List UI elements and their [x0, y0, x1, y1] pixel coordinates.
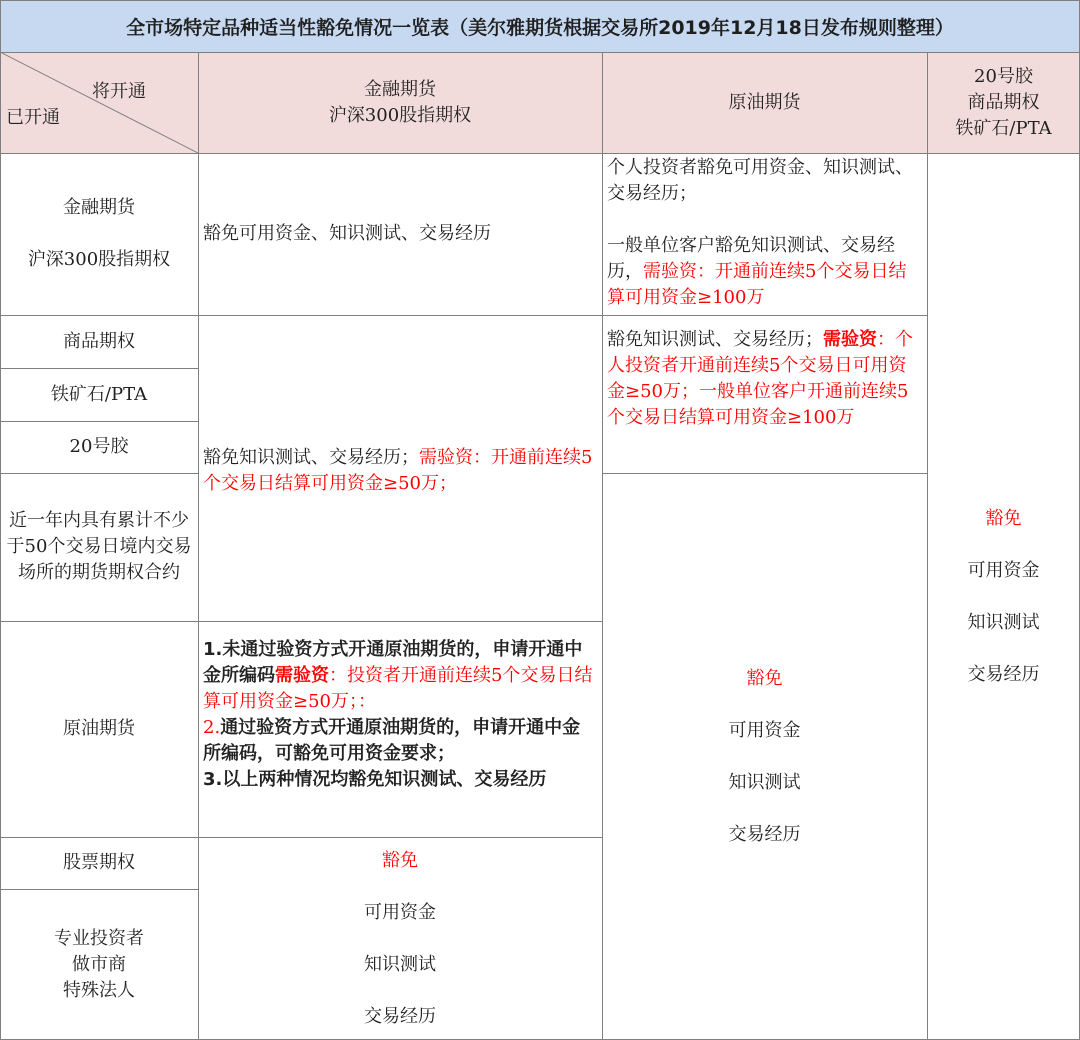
- grid-line: [0, 837, 602, 838]
- grid-line: [0, 621, 602, 622]
- cell-text: 豁免知识测试、交易经历；: [203, 447, 419, 468]
- exempt-item: 可用资金: [364, 901, 436, 923]
- row-label-rubber: 20号胶: [69, 436, 129, 457]
- exempt-item: 知识测试: [967, 611, 1040, 633]
- column-header-crude: [602, 52, 927, 153]
- cell-text: 通过验资方式开通原油期货的，申请开通中金所编码，可豁免可用资金要求；: [203, 717, 581, 764]
- cell-paragraph: 个人投资者豁免可用资金、知识测试、交易经历；: [607, 157, 913, 204]
- row-label-line: 特殊法人: [63, 979, 135, 1001]
- cell-commodity-to-financial: [198, 315, 602, 621]
- exempt-item: 交易经历: [728, 823, 801, 845]
- cell-highlight-text: ：个人投资者开通前连续5个交易日可用资金≥50万；一般单位客户开通前连续5个交易日结算可用资金≥100万: [607, 329, 913, 428]
- exempt-label: 豁免: [985, 507, 1022, 529]
- exempt-label: 豁免: [746, 667, 783, 689]
- cell-financial-to-crude: [602, 153, 927, 315]
- grid-line: [927, 52, 928, 1040]
- row-label-text: 近一年内具有累计不少于50个交易日境内交易场所的期货期权合约: [6, 510, 192, 583]
- exempt-item: 知识测试: [364, 953, 436, 975]
- cell-commodity-exempt: [927, 153, 1080, 1040]
- cell-paragraph: [607, 327, 923, 431]
- row-label-financial: [0, 153, 198, 315]
- row-label-commodity-options: 商品期权: [63, 330, 135, 352]
- grid-line: [198, 52, 199, 1040]
- exempt-item: 交易经历: [364, 1005, 436, 1027]
- corner-top-label: 将开通: [92, 81, 146, 102]
- grid-line: [0, 421, 198, 422]
- cell-paragraph: [607, 233, 923, 311]
- cell-highlight-text: 需验资: [823, 329, 877, 350]
- grid-line: [0, 368, 198, 369]
- row-label-stock-options: 股票期权: [63, 852, 135, 873]
- corner-header: [0, 52, 198, 153]
- grid-line: [602, 52, 603, 1040]
- row-label-professional: [0, 889, 198, 1040]
- cell-text: 豁免知识测试、交易经历；: [607, 329, 823, 350]
- column-header-line: 20号胶: [974, 65, 1033, 87]
- cell-highlight-text: ：投资者开通前连续5个交易日结算可用资金≥50万；：: [203, 665, 593, 712]
- row-label-line: 金融期货: [63, 197, 135, 218]
- grid-line: [0, 153, 1080, 154]
- grid-line: [0, 52, 1080, 53]
- column-header-commodity: [927, 52, 1080, 153]
- cell-paragraph: [203, 445, 594, 497]
- cell-commodity-to-crude: [602, 315, 927, 473]
- cell-text: 一般单位客户豁免知识测试、交易经历，: [607, 235, 895, 282]
- cell-paragraph: [203, 715, 594, 767]
- cell-highlight-text: 需验资: [275, 665, 329, 686]
- cell-text: 豁免可用资金、知识测试、交易经历: [203, 223, 491, 244]
- row-label-crude: 原油期货: [63, 718, 135, 739]
- exempt-item: 可用资金: [728, 719, 801, 741]
- grid-line: [0, 0, 1080, 1]
- cell-financial-exempt: [198, 837, 602, 1040]
- exempt-item: 知识测试: [728, 771, 801, 793]
- row-label-line: 做市商: [72, 953, 126, 975]
- column-header-line: 铁矿石/PTA: [955, 117, 1052, 139]
- cell-crude-to-financial: [198, 621, 602, 837]
- column-header-line: 商品期权: [967, 91, 1040, 113]
- column-header-line: 金融期货: [364, 78, 436, 100]
- grid-line: [602, 473, 927, 474]
- grid-line: [0, 473, 198, 474]
- cell-text: 1.未通过验资方式开通原油期货的，申请开通中金所编码: [203, 639, 583, 686]
- row-label-line: 专业投资者: [54, 927, 144, 949]
- column-header-line: 原油期货: [728, 91, 801, 113]
- row-label-iron-ore-pta: 铁矿石/PTA: [50, 383, 148, 405]
- cell-highlight-text: 需验资：开通前连续5个交易日结算可用资金≥50万；: [203, 447, 593, 494]
- exempt-item: 可用资金: [967, 559, 1040, 581]
- corner-bottom-label: 已开通: [6, 107, 60, 128]
- cell-financial-to-financial: [198, 153, 602, 315]
- row-label-line: 沪深300股指期权: [27, 249, 171, 270]
- row-label-experienced: [0, 473, 198, 621]
- exempt-item: 交易经历: [967, 663, 1040, 685]
- cell-highlight-text: 2.: [203, 717, 221, 738]
- grid-line: [0, 315, 927, 316]
- cell-paragraph: 3.以上两种情况均豁免知识测试、交易经历: [203, 769, 547, 790]
- cell-paragraph: [203, 637, 594, 715]
- table-title: 全市场特定品种适当性豁免情况一览表（美尔雅期货根据交易所2019年12月18日发布规则整理）: [0, 0, 1080, 52]
- cell-highlight-text: 需验资：开通前连续5个交易日结算可用资金≥100万: [607, 261, 907, 308]
- grid-line: [0, 0, 1, 1040]
- grid-line: [0, 889, 198, 890]
- column-header-line: 沪深300股指期权: [328, 104, 472, 126]
- column-header-financial: [198, 52, 602, 153]
- exempt-label: 豁免: [382, 849, 418, 871]
- cell-crude-exempt: [602, 473, 927, 1040]
